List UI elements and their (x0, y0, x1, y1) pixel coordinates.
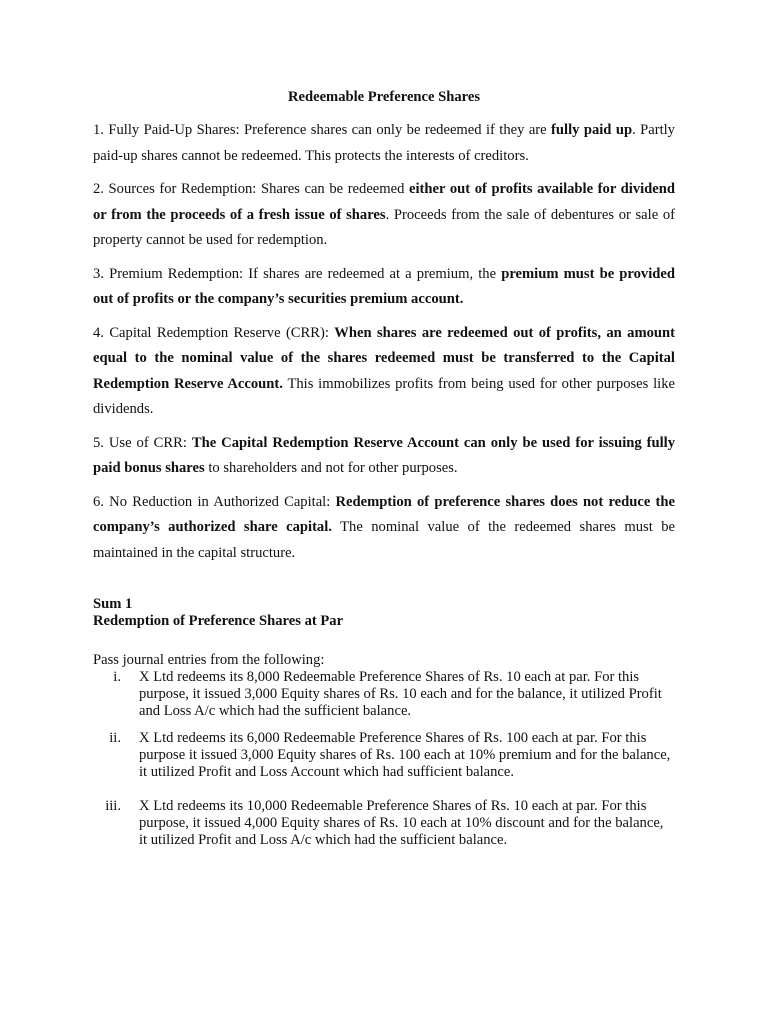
point-text: 5. Use of CRR: (93, 434, 192, 451)
question-item (93, 798, 675, 849)
point-emphasis: Redemption of preference shares does not reduce the company’s authorized share capital. (93, 493, 675, 535)
point-text: 4. Capital Redemption Reserve (CRR): (93, 324, 335, 341)
point-text: 6. No Reduction in Authorized Capital: (93, 493, 336, 510)
document-title: Redeemable Preference Shares (287, 89, 481, 105)
point-emphasis: fully paid up (551, 122, 633, 138)
point-emphasis: premium must be provided out of profits or the company’s securities premium account. (93, 265, 675, 307)
instruction-text: Pass journal entries from the following: (93, 652, 325, 668)
point-paragraph (93, 262, 675, 313)
point-emphasis: The Capital Redemption Reserve Account can only be used for issuing fully paid bonus shares (93, 434, 676, 476)
point-text: 3. Premium Redemption: If shares are redeemed at a premium, the (93, 265, 502, 282)
question-number: ii. (109, 730, 121, 746)
point-paragraph (93, 490, 675, 567)
point-text: This immobilizes profits from being used for other purposes like dividends. (93, 375, 675, 417)
sum-number: Sum 1 (93, 596, 133, 612)
question-item (93, 730, 675, 781)
question-text: X Ltd redeems its 8,000 Redeemable Preference Shares of Rs. 10 each at par. For this purpose, it issued 3,000 Equity shares of Rs. 10 each and for the balance, it utilized Profit and Loss A/c which had the sufficient balance. (139, 669, 662, 719)
sum-heading-block (93, 596, 675, 630)
point-text: . Partly paid-up shares cannot be redeemed. This protects the interests of creditors. (93, 122, 675, 164)
principles-section (93, 118, 675, 566)
sum-heading: Redemption of Preference Shares at Par (93, 613, 344, 629)
point-paragraph (93, 177, 675, 254)
point-text: 2. Sources for Redemption: Shares can be redeemed (93, 181, 410, 197)
point-text: to shareholders and not for other purposes. (204, 460, 458, 476)
point-emphasis: either out of profits available for dividend or from the proceeds of a fresh issue of shares (93, 181, 675, 223)
question-list (93, 669, 675, 849)
point-text: The nominal value of the redeemed shares must be maintained in the capital structure. (93, 519, 676, 561)
point-text: . Proceeds from the sale of debentures or sale of property cannot be used for redemption. (93, 206, 675, 248)
question-text: X Ltd redeems its 10,000 Redeemable Preference Shares of Rs. 10 each at par. For this purpose, it issued 4,000 Equity shares of Rs. 10 each at 10% discount and for the balance, it utilized Profit and Loss A/c which had the sufficient balance. (139, 798, 664, 848)
point-paragraph (93, 431, 675, 482)
point-text: 1. Fully Paid-Up Shares: Preference shares can only be redeemed if they are (93, 122, 552, 138)
question-number: iii. (105, 798, 121, 814)
point-paragraph (93, 118, 675, 169)
question-text: X Ltd redeems its 6,000 Redeemable Preference Shares of Rs. 100 each at par. For this purpose it issued 3,000 Equity shares of Rs. 100 each at 10% premium and for the balance, it utilized Profit and Loss Account which had sufficient balance. (139, 730, 671, 780)
question-item (93, 669, 675, 720)
point-paragraph (93, 321, 675, 423)
point-emphasis: When shares are redeemed out of profits, an amount equal to the nominal value of the shares redeemed must be transferred to the Capital Redemption Reserve Account. (93, 324, 675, 392)
question-number: i. (113, 669, 121, 685)
